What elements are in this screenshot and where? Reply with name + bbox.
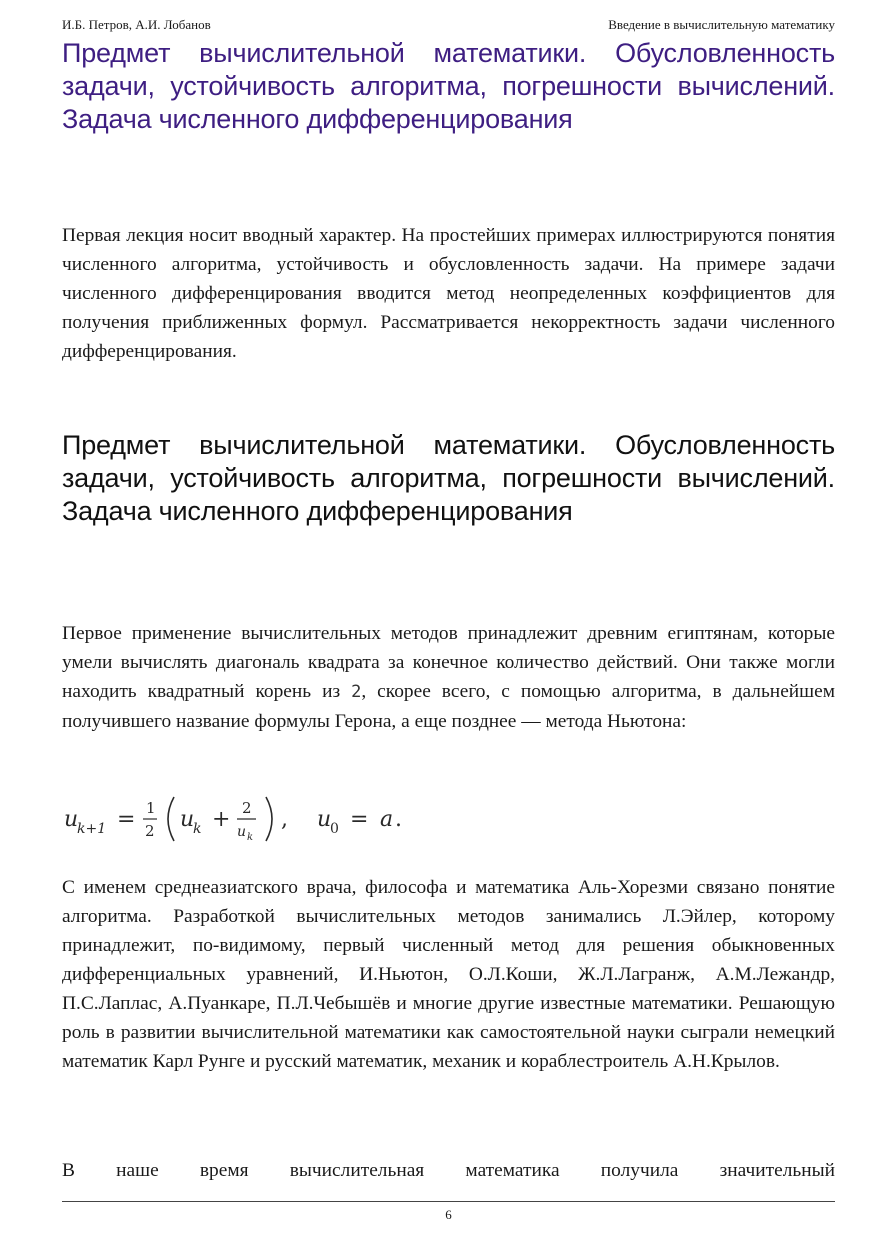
header-course-title: Введение в вычислительную математику (608, 17, 835, 32)
formula-sub-k-plus-1: k+1 (77, 821, 107, 837)
lecture-title: Предмет вычислительной математики. Обусловленность задачи, устойчивость алгоритма, погрешности вычислений. Задача численного дифференцирования (62, 38, 835, 134)
section-title: Предмет вычислительной математики. Обусловленность задачи, устойчивость алгоритма, погрешности вычислений. Задача численного дифференцирования (62, 430, 835, 526)
formula-period: . (395, 807, 402, 832)
formula-frac-sub-k: k (247, 832, 254, 843)
egypt-text-part-1: Первое применение вычислительных методов принадлежит древним египтянам, которые умели вычислять диагональ квадрата за конечное количество действий. Они также могли находить квадратный корень из (62, 623, 835, 702)
footer-divider (62, 1201, 835, 1202)
formula-right-paren (266, 797, 272, 841)
formula-frac-numerator: 2 (242, 799, 252, 817)
document-page (62, 0, 835, 1241)
egypt-paragraph (62, 619, 835, 736)
egypt-text-part-2: , скорее всего, с помощью алгоритма, в дальнейшем получившего название формулы Герона, а еще позднее — метода Ньютона: (62, 681, 835, 732)
formula-a: a (380, 807, 394, 832)
inline-number: 2 (351, 682, 362, 702)
formula-half-numerator: 1 (146, 799, 156, 817)
formula-half-denominator: 2 (145, 822, 155, 840)
khorezmi-paragraph: С именем среднеазиатского врача, философа и математика Аль-Хорезми связано понятие алгоритма. Разработкой вычислительных методов занимались Л.Эйлер, которому принадлежит, по-видимому, первый численный метод для решения обыкновенных дифференциальных уравнений, И.Ньютон, О.Л.Коши, Ж.Л.Лагранж, А.М.Лежандр, П.С.Лаплас, А.Пуанкаре, П.Л.Чебышёв и многие другие известные математики. Решающую роль в развитии вычислительной математики как самостоятельной науки сыграли немецкий математик Карл Рунге и русский математик, механик и кораблестроитель А.Н.Крылов. (62, 877, 835, 1072)
heron-formula (62, 789, 482, 847)
formula-u-next: u (64, 807, 79, 832)
formula-equals-2: = (350, 807, 369, 832)
lecture-intro-paragraph: Первая лекция носит вводный характер. На простейших примерах иллюстрируются понятия численного алгоритма, устойчивость и обусловленность задачи. На примере задачи численного дифференцирования вводится метод неопределенных коэффициентов для получения приближенных формул. Рассматривается некорректность задачи численного дифференцирования. (62, 225, 835, 362)
formula-frac-u: u (237, 824, 247, 840)
formula-u-0: u (317, 807, 332, 832)
formula-plus: + (212, 807, 231, 832)
modern-era-paragraph: В наше время вычислительная математика получила значительный (62, 1160, 835, 1181)
formula-equals: = (117, 807, 136, 832)
page-number: 6 (445, 1207, 452, 1222)
formula-sub-k: k (193, 821, 202, 837)
header-authors: И.Б. Петров, А.И. Лобанов (62, 17, 211, 32)
formula-left-paren (168, 797, 174, 841)
formula-comma: , (281, 807, 288, 832)
formula-sub-0: 0 (330, 821, 339, 837)
formula-u-k: u (180, 807, 195, 832)
